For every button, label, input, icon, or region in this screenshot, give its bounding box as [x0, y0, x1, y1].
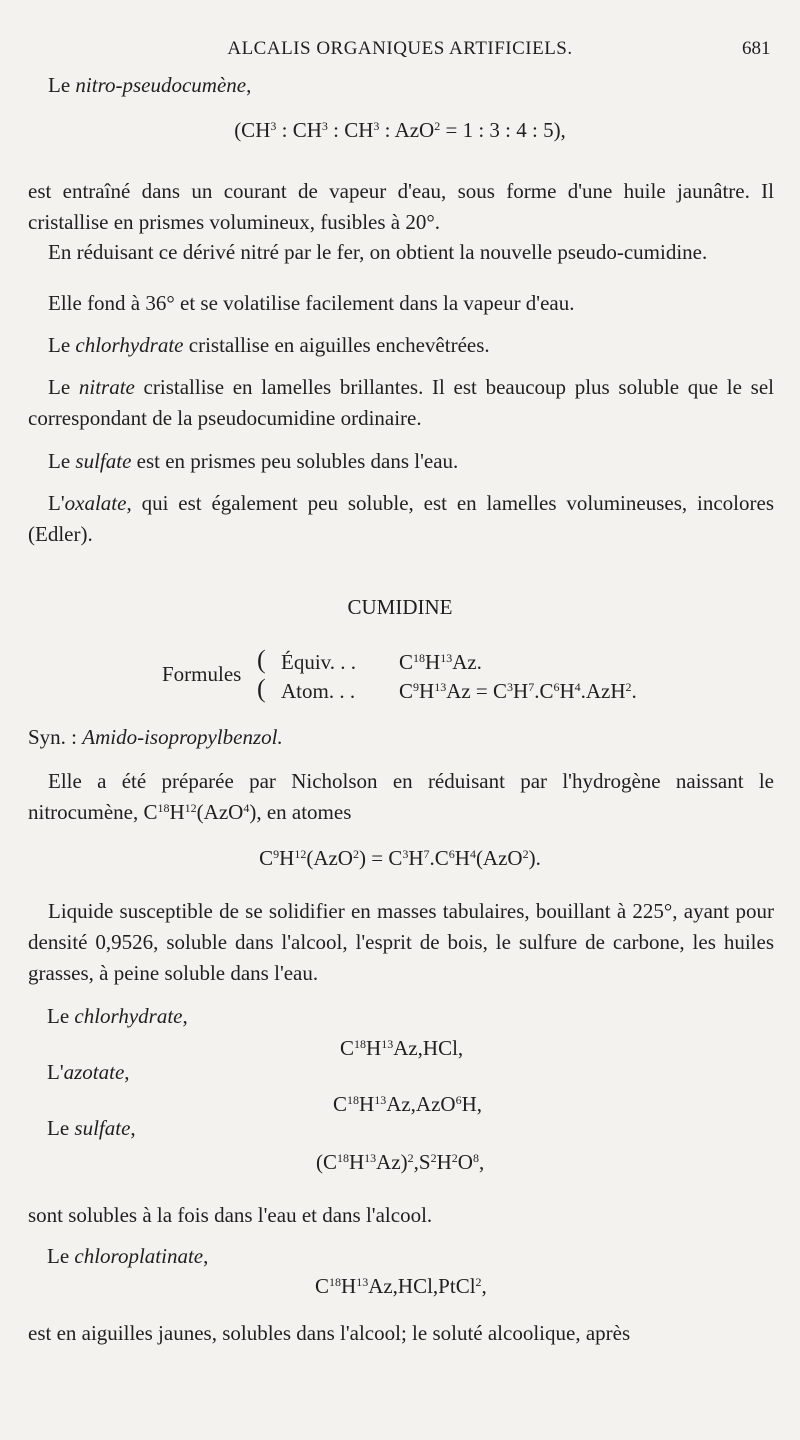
- formula-equiv-value: $C^{18}H^{13}Az$.: [399, 650, 482, 674]
- nitrocumene-formula: $C^9H^{12}(AzO^2) = C^3H^7.C^6H^4(AzO^2)$.: [259, 846, 541, 870]
- formula-equiv-label: Équiv. . .: [281, 650, 357, 674]
- salt-sulfate-formula: $(C^{18}H^{13}Az)^2,S^2H^2O^8$,: [316, 1150, 485, 1174]
- paragraph-reduisant: En réduisant ce dérivé nitré par le fer, on obtient la nouvelle pseudo-cumidine.: [48, 240, 708, 264]
- salt-azotate-label: L'azotate,: [47, 1060, 130, 1084]
- page-number: 681: [742, 38, 771, 59]
- section-title: CUMIDINE: [347, 595, 453, 619]
- brace-open-top: (: [257, 645, 266, 674]
- salt-chloroplatinate-label: Le chloroplatinate,: [47, 1244, 209, 1268]
- nitro-formula: ($CH^3$ : $CH^3$ : $CH^3$ : AzO$^2$ = 1 : 3 : 4 : 5),: [234, 118, 566, 142]
- salt-chlorhydrate-formula: $C^{18}H^{13}Az,HCl$,: [340, 1036, 464, 1060]
- salt-chloroplatinate-formula: $C^{18}H^{13}Az,HCl,PtCl^2$,: [315, 1274, 487, 1298]
- paragraph-entraine: est entraîné dans un courant de vapeur d'eau, sous forme d'une huile jaunâtre. Il cristallise en prismes volumineux, fusibles à 20°.: [28, 179, 774, 234]
- salt-chlorhydrate-label: Le chlorhydrate,: [47, 1004, 188, 1028]
- synonym-line: Syn. : Amido-isopropylbenzol.: [28, 725, 283, 749]
- paragraph-liquide: Liquide susceptible de se solidifier en masses tabulaires, bouillant à 225°, ayant pour densité 0,9526, soluble dans l'alcool, l'esprit de bois, le sulfure de carbone, les huiles grasses, à peine soluble dans l'eau.: [28, 899, 774, 985]
- paragraph-preparee: Elle a été préparée par Nicholson en réduisant par l'hydrogène naissant le nitrocumène, $C^{18}H^{12}(AzO^4)$, en atomes: [28, 769, 774, 824]
- paragraph-nitrate: Le nitrate cristallise en lamelles brillantes. Il est beaucoup plus soluble que le sel correspondant de la pseudocumidine ordinaire.: [28, 375, 774, 430]
- paragraph-fond: Elle fond à 36° et se volatilise facilement dans la vapeur d'eau.: [48, 291, 575, 315]
- running-header: ALCALIS ORGANIQUES ARTIFICIELS.: [227, 38, 573, 59]
- paragraph-oxalate: L'oxalate, qui est également peu soluble, est en lamelles volumineuses, incolores (Edler).: [28, 491, 774, 546]
- paragraph-chlorhydrate: Le chlorhydrate cristallise en aiguilles enchevêtrées.: [48, 333, 490, 357]
- salt-azotate-formula: $C^{18}H^{13}Az,AzO^6H$,: [333, 1092, 482, 1116]
- salt-sulfate-label: Le sulfate,: [47, 1116, 136, 1140]
- formula-atom-label: Atom. . .: [281, 679, 356, 703]
- formules-label: Formules: [162, 662, 242, 686]
- brace-open-bottom: (: [257, 674, 266, 703]
- paragraph-solubles: sont solubles à la fois dans l'eau et dans l'alcool.: [28, 1203, 433, 1227]
- formula-atom-value: $C^9H^{13}Az = C^3H^7.C^6H^4.AzH^2$.: [399, 679, 637, 703]
- nitro-intro: Le nitro-pseudocumène,: [48, 73, 252, 97]
- paragraph-sulfate: Le sulfate est en prismes peu solubles dans l'eau.: [48, 449, 459, 473]
- paragraph-aiguilles: est en aiguilles jaunes, solubles dans l'alcool; le soluté alcoolique, après: [28, 1321, 631, 1345]
